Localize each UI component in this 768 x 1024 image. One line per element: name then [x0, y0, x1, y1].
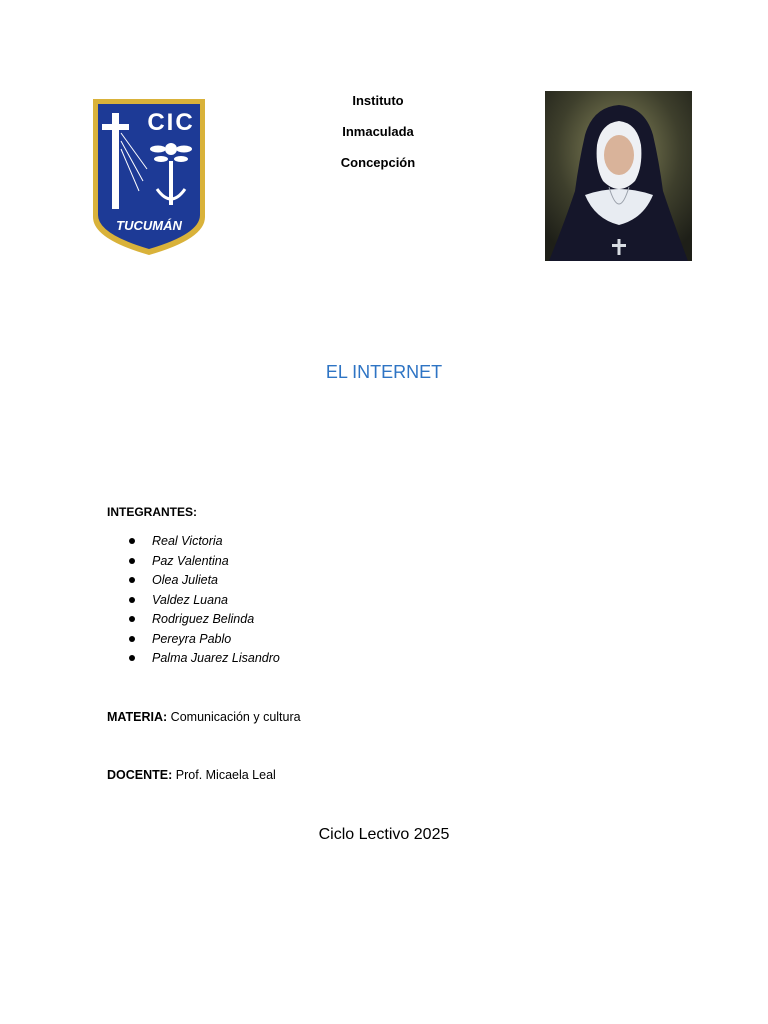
docente-field	[107, 768, 276, 782]
member-name: Palma Juarez Lisandro	[152, 651, 280, 665]
docente-value: Prof. Micaela Leal	[175, 768, 276, 782]
nun-portrait-image	[545, 91, 692, 261]
institute-line-1: Instituto	[352, 93, 404, 108]
logo-text-cic: CIC	[147, 109, 195, 136]
institute-line-2: Inmaculada	[342, 124, 414, 139]
docente-label: DOCENTE:	[107, 768, 173, 782]
ciclo-lectivo: Ciclo Lectivo 2025	[318, 826, 450, 843]
document-title: EL INTERNET	[325, 362, 443, 382]
bullet-icon	[129, 577, 135, 583]
bullet-icon	[129, 636, 135, 642]
member-name: Real Victoria	[152, 534, 223, 548]
school-crest-logo	[91, 97, 207, 257]
bullet-icon	[129, 597, 135, 603]
member-name: Rodriguez Belinda	[152, 612, 255, 626]
bullet-icon	[129, 558, 135, 564]
member-name: Olea Julieta	[152, 573, 219, 587]
members-heading: INTEGRANTES:	[107, 505, 197, 519]
bullet-icon	[129, 538, 135, 544]
list-item	[107, 592, 280, 612]
list-item	[107, 533, 280, 553]
member-name: Pereyra Pablo	[152, 631, 232, 646]
materia-label: MATERIA:	[107, 710, 168, 724]
list-item	[107, 611, 280, 631]
list-item	[107, 572, 280, 592]
materia-field	[107, 710, 301, 724]
list-item	[107, 553, 280, 573]
logo-text-tucuman: TUCUMÁN	[116, 218, 182, 233]
materia-value: Comunicación y cultura	[170, 710, 301, 724]
institute-line-3: Concepción	[340, 155, 416, 170]
member-name: Valdez Luana	[152, 592, 228, 607]
list-item	[107, 650, 280, 670]
bullet-icon	[129, 616, 135, 622]
members-list	[107, 533, 280, 670]
member-name: Paz Valentina	[152, 553, 229, 568]
bullet-icon	[129, 655, 135, 661]
list-item	[107, 631, 280, 651]
